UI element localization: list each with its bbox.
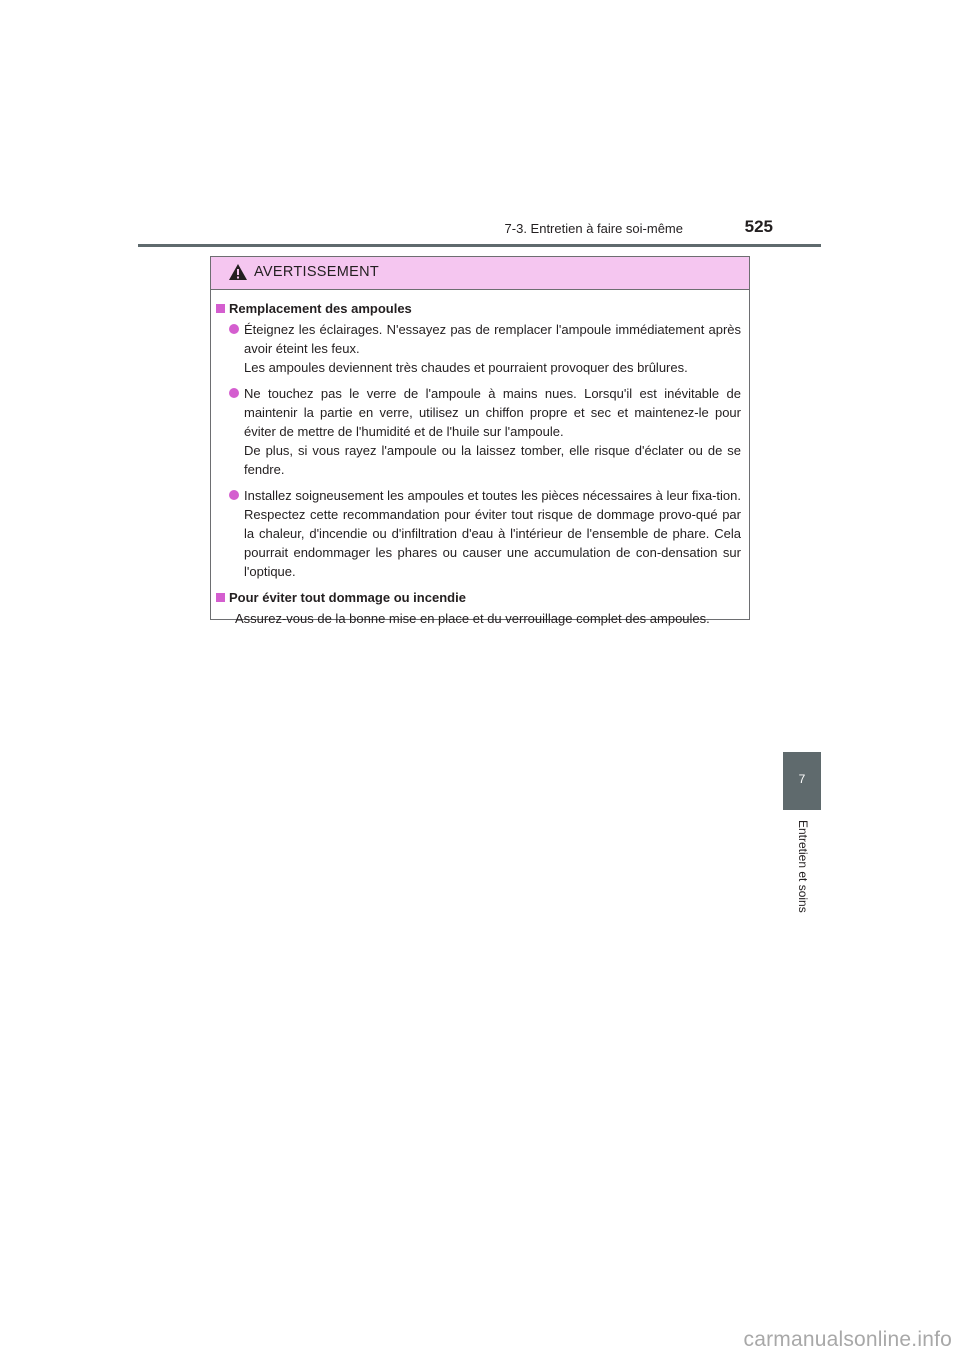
- page-header: [138, 210, 821, 246]
- warning-title: AVERTISSEMENT: [254, 264, 380, 280]
- item-paragraph: De plus, si vous rayez l'ampoule ou la laissez tomber, elle risque d'éclater ou de se fendre.: [244, 443, 741, 477]
- section-title: 7-3. Entretien à faire soi-même: [504, 221, 683, 236]
- item-paragraph: Installez soigneusement les ampoules et toutes les pièces nécessaires à leur fixa-tion. Respectez cette recommandation pour éviter tout risque de dommage provo-qué par la chaleur, d'incendie ou d'infiltration d'eau à l'intérieur de l'ensemble de phare. Cela pourrait endommager les phares ou causer une accumulation de con-densation sur l'optique.: [244, 488, 741, 579]
- warning-header: [211, 257, 749, 290]
- heading-text: Remplacement des ampoules: [229, 301, 412, 316]
- list-item: [229, 320, 741, 377]
- watermark: carmanualsonline.info: [743, 1328, 952, 1351]
- chapter-tab: [783, 752, 821, 810]
- item-paragraph: Les ampoules deviennent très chaudes et pourraient provoquer des brûlures.: [244, 360, 688, 375]
- list-item: [229, 486, 741, 581]
- heading-text: Pour éviter tout dommage ou incendie: [229, 590, 466, 605]
- item-paragraph: Ne touchez pas le verre de l'ampoule à mains nues. Lorsqu'il est inévitable de maintenir la partie en verre, utilisez un chiffon propre et sec et maintenez-le pour éviter de mettre de l'humidité et de l'huile sur l'ampoule.: [244, 386, 741, 439]
- chapter-label: Entretien et soins: [796, 820, 810, 913]
- warning-box: [210, 256, 750, 626]
- section-heading: [216, 299, 741, 318]
- item-paragraph: Éteignez les éclairages. N'essayez pas de remplacer l'ampoule immédiatement après avoir éteint les feux.: [244, 322, 741, 356]
- chapter-number: 7: [798, 772, 806, 786]
- square-bullet-icon: [216, 593, 225, 602]
- warning-body: [211, 290, 749, 628]
- circle-bullet-icon: [229, 490, 239, 500]
- header-rule: [138, 244, 821, 247]
- page-number: 525: [744, 217, 773, 236]
- section-heading: [216, 588, 741, 607]
- list-item: [229, 384, 741, 479]
- section-text: Assurez-vous de la bonne mise en place et du verrouillage complet des ampoules.: [235, 611, 710, 626]
- circle-bullet-icon: [229, 388, 239, 398]
- square-bullet-icon: [216, 304, 225, 313]
- warning-triangle-icon: [228, 263, 248, 281]
- circle-bullet-icon: [229, 324, 239, 334]
